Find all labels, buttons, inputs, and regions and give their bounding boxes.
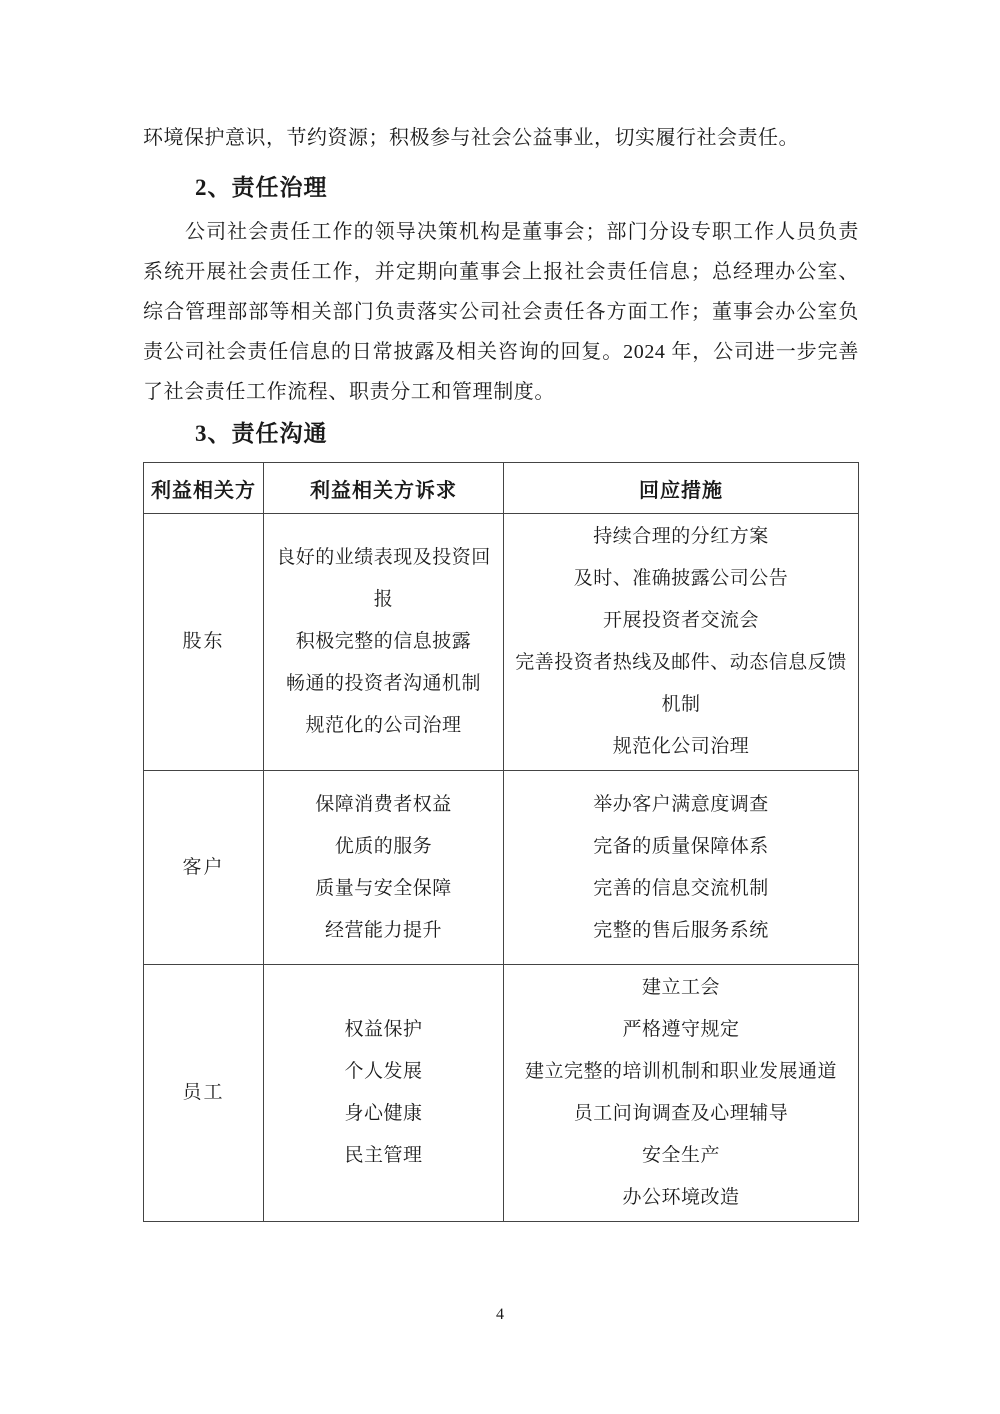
demand-item: 身心健康 — [344, 1103, 423, 1124]
table-row-customers — [144, 771, 859, 965]
page-content — [143, 0, 859, 1222]
response-item: 开展投资者交流会 — [602, 610, 759, 631]
response-item: 建立完整的培训机制和职业发展通道 — [524, 1061, 837, 1082]
responses-cell — [504, 771, 859, 965]
response-item: 及时、准确披露公司公告 — [573, 568, 789, 589]
stakeholder-cell — [144, 965, 264, 1222]
response-item: 安全生产 — [641, 1145, 720, 1166]
demand-item: 经营能力提升 — [324, 919, 442, 941]
page-number: 4 — [496, 1306, 504, 1323]
demand-item: 积极完整的信息披露 — [295, 631, 472, 652]
demand-item: 民主管理 — [344, 1145, 423, 1166]
demand-item: 规范化的公司治理 — [305, 715, 462, 736]
demand-item: 个人发展 — [344, 1061, 423, 1082]
stakeholder-cell — [144, 514, 264, 771]
demands-cell — [264, 771, 504, 965]
response-item: 办公环境改造 — [622, 1187, 740, 1208]
demand-item: 良好的业绩表现及投资回报 — [276, 547, 491, 610]
response-item: 规范化公司治理 — [612, 736, 750, 757]
demands-cell — [264, 514, 504, 771]
table-header-row — [144, 463, 859, 514]
response-item: 持续合理的分红方案 — [593, 526, 769, 547]
demand-item: 权益保护 — [344, 1019, 423, 1040]
responses-cell — [504, 514, 859, 771]
stakeholder-communication-table — [143, 462, 859, 1222]
responses-cell — [504, 965, 859, 1222]
header-stakeholder: 利益相关方 — [144, 463, 264, 514]
response-item: 完善的信息交流机制 — [593, 877, 769, 899]
response-item: 建立工会 — [641, 977, 720, 998]
stakeholder-cell — [144, 771, 264, 965]
governance-paragraph: 公司社会责任工作的领导决策机构是董事会；部门分设专职工作人员负责系统开展社会责任工作，并定期向董事会上报社会责任信息；总经理办公室、综合管理部部等相关部门负责落实公司社会责任各方面工作；董事会办公室负责公司社会责任信息的日常披露及相关咨询的回复。2024 年，公司进一步完善了社会责任工作流程、职责分工和管理制度。 — [143, 221, 859, 403]
response-item: 完整的售后服务系统 — [593, 919, 769, 941]
stakeholder-label: 客户 — [182, 856, 225, 878]
stakeholder-label: 股东 — [182, 631, 225, 652]
response-item: 员工问询调查及心理辅导 — [573, 1103, 789, 1124]
demands-cell — [264, 965, 504, 1222]
demand-item: 保障消费者权益 — [315, 793, 452, 815]
demand-item: 质量与安全保障 — [315, 877, 452, 899]
header-responses: 回应措施 — [504, 463, 859, 514]
response-item: 严格遵守规定 — [622, 1019, 740, 1040]
stakeholder-label: 员工 — [182, 1082, 225, 1103]
intro-continuation-line: 环境保护意识，节约资源；积极参与社会公益事业，切实履行社会责任。 — [143, 127, 799, 149]
demand-item: 优质的服务 — [334, 835, 433, 857]
response-item: 完善投资者热线及邮件、动态信息反馈机制 — [515, 652, 847, 715]
response-item: 举办客户满意度调查 — [593, 793, 769, 815]
header-demands: 利益相关方诉求 — [264, 463, 504, 514]
table-row-shareholders — [144, 514, 859, 771]
demand-item: 畅通的投资者沟通机制 — [285, 673, 481, 694]
table-row-employees — [144, 965, 859, 1222]
response-item: 完备的质量保障体系 — [593, 835, 769, 857]
section-heading-communication: 3、责任沟通 — [195, 421, 328, 446]
section-heading-governance: 2、责任治理 — [195, 175, 328, 200]
